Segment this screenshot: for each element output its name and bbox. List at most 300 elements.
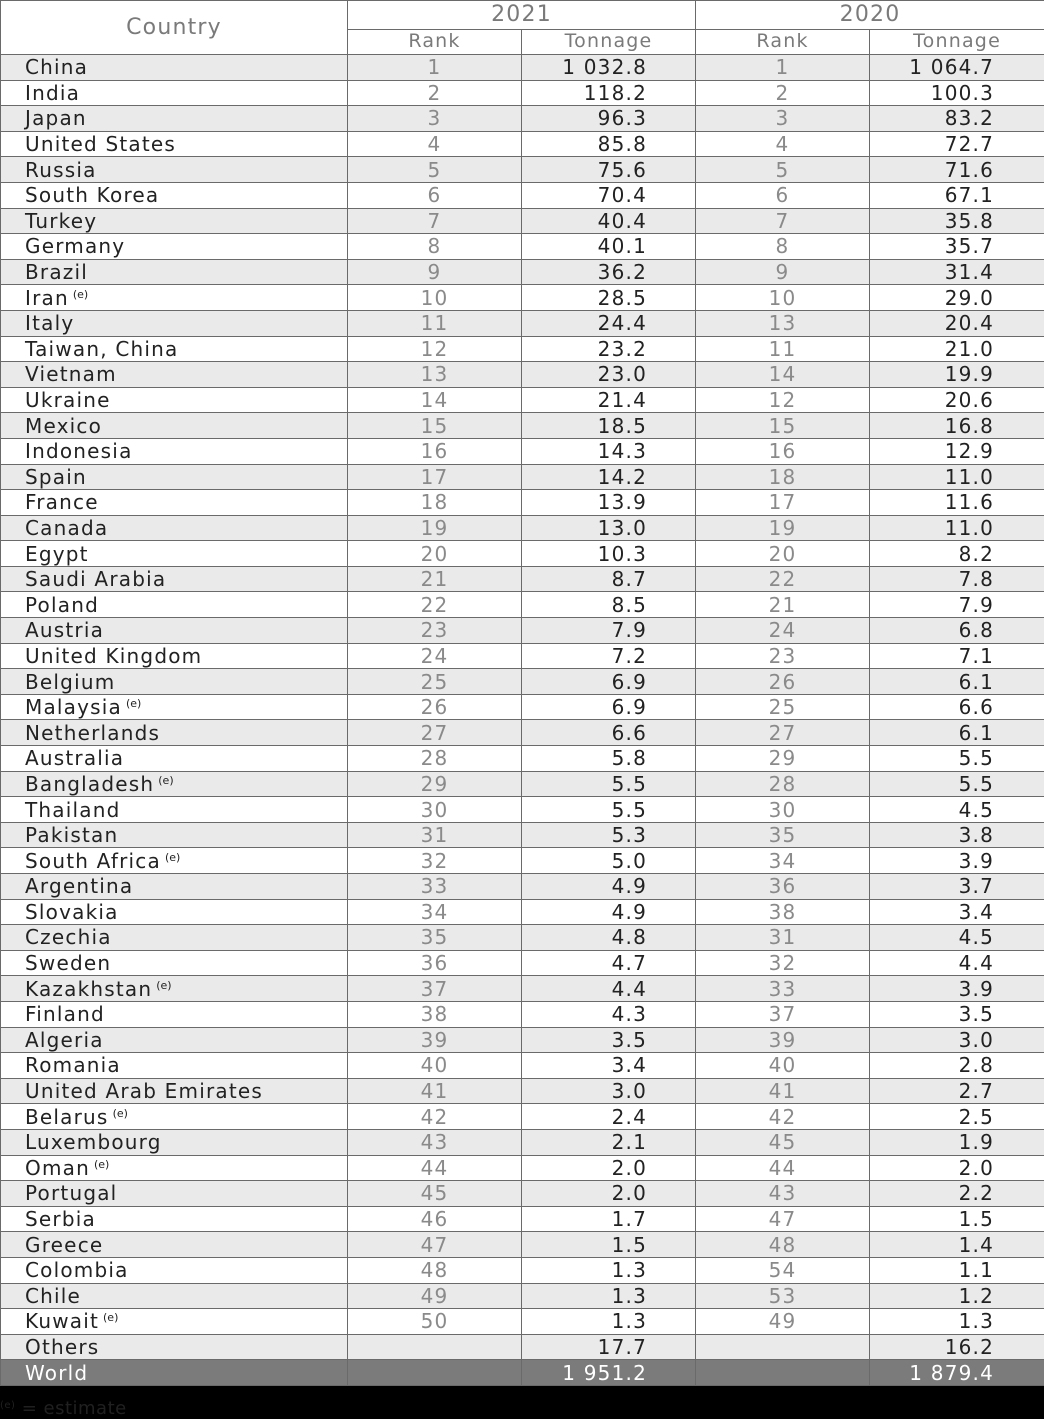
rank-2021-cell [348,490,522,516]
rank-2020-cell [696,1309,870,1335]
table-row [1,131,1044,157]
tonnage-2020-cell-text: 2.0 [959,1156,994,1180]
table-row [1,438,1044,464]
tonnage-2021-cell [522,1206,696,1232]
tonnage-2020-cell [870,1206,1044,1232]
tonnage-2021-cell [522,1232,696,1258]
rank-2021-cell-text: 17 [421,465,449,489]
country-cell-text: France [25,490,99,514]
tonnage-2020-cell [870,336,1044,362]
rank-2020-cell-text: 24 [769,618,797,642]
tonnage-2020-cell [870,362,1044,388]
rank-2020-cell-text: 1 [776,55,790,79]
tonnage-2021-cell [522,362,696,388]
country-cell-text: Portugal [25,1181,117,1205]
tonnage-2020-cell-text: 4.5 [959,798,994,822]
tonnage-2020-cell-text: 16.8 [945,414,994,438]
tonnage-2021-cell [522,106,696,132]
rank-2020-cell-text: 41 [769,1079,797,1103]
world-tonnage-2020-cell: 1 879.4 [870,1360,1044,1386]
tonnage-2021-cell [522,285,696,311]
rank-2020-cell [696,822,870,848]
tonnage-2020-cell [870,106,1044,132]
rank-2020-cell [696,208,870,234]
tonnage-2020-cell-text: 3.0 [959,1028,994,1052]
country-cell [1,131,348,157]
country-cell-text: Turkey [25,209,97,233]
tonnage-2021-cell-text: 5.5 [612,772,647,796]
footnote-marker: (e) [0,1400,15,1411]
country-cell [1,1309,348,1335]
tonnage-2020-cell [870,950,1044,976]
rank-2021-cell [348,822,522,848]
estimate-marker: (e) [73,288,88,301]
tonnage-2021-cell [522,592,696,618]
tonnage-2020-cell [870,464,1044,490]
rank-2020-cell [696,541,870,567]
country-cell [1,720,348,746]
rank-2020-cell-text: 4 [776,132,790,156]
table-row [1,771,1044,797]
tonnage-2021-cell-text: 2.4 [612,1105,647,1129]
tonnage-2020-cell [870,285,1044,311]
tonnage-2020-cell-text: 1 064.7 [909,55,994,79]
tonnage-2020-cell [870,1309,1044,1335]
world-country-cell: World [1,1360,348,1386]
tonnage-2020-cell-text: 4.4 [959,951,994,975]
rank-2020-cell-text: 22 [769,567,797,591]
table-row [1,1283,1044,1309]
table-row [1,976,1044,1002]
rank-2020-cell [696,1001,870,1027]
tonnage-2020-cell [870,541,1044,567]
rank-2021-cell-text: 23 [421,618,449,642]
rank-2021-cell [348,157,522,183]
country-cell [1,1001,348,1027]
rank-2021-cell [348,797,522,823]
rank-2021-cell-text: 40 [421,1053,449,1077]
rank-2020-cell [696,438,870,464]
tonnage-2020-cell-text: 3.9 [959,849,994,873]
country-cell [1,541,348,567]
country-cell-text: China [25,55,88,79]
rank-2020-cell [696,1078,870,1104]
country-cell [1,746,348,772]
rank-2021-cell [348,669,522,695]
tonnage-2021-cell-text: 3.5 [612,1028,647,1052]
country-cell-text: Kuwait [25,1309,99,1333]
country-cell [1,285,348,311]
rank-2021-cell-text: 4 [428,132,442,156]
tonnage-2020-cell [870,797,1044,823]
rank-2021-cell-text: 42 [421,1105,449,1129]
country-cell-text: Kazakhstan [25,977,152,1001]
tonnage-2020-cell [870,976,1044,1002]
rank-2020-cell [696,1155,870,1181]
rank-2020-cell [696,720,870,746]
tonnage-2020-cell-text: 6.8 [959,618,994,642]
tonnage-2021-cell-text: 5.3 [612,823,647,847]
rank-2021-cell-text: 34 [421,900,449,924]
tonnage-2021-cell-text: 4.9 [612,900,647,924]
rank-2021-cell-text: 29 [421,772,449,796]
rank-2020-cell [696,1232,870,1258]
rank-2021-cell-text: 44 [421,1156,449,1180]
country-cell [1,310,348,336]
table-row [1,746,1044,772]
rank-2021-cell-text: 9 [428,260,442,284]
tonnage-2021-cell-text: 70.4 [598,183,647,207]
country-cell-text: Brazil [25,260,88,284]
rank-2020-cell [696,515,870,541]
tonnage-2021-cell [522,80,696,106]
tonnage-2021-cell-text: 18.5 [598,414,647,438]
tonnage-2021-cell-text: 7.2 [612,644,647,668]
table-row [1,1104,1044,1130]
tonnage-2020-cell [870,1053,1044,1079]
tonnage-2021-cell-text: 40.1 [598,234,647,258]
country-cell [1,464,348,490]
tonnage-2021-cell [522,797,696,823]
tonnage-2021-cell-text: 23.2 [598,337,647,361]
country-cell-text: South Africa [25,849,161,873]
country-cell-text: Russia [25,158,97,182]
tonnage-2021-cell-text: 6.9 [612,695,647,719]
rank-2021-cell [348,566,522,592]
rank-2020-cell-text: 53 [769,1284,797,1308]
year-2020-header: 2020 [696,1,1044,30]
estimate-marker: (e) [156,979,171,992]
rank-2020-cell-text: 5 [776,158,790,182]
tonnage-2020-cell [870,618,1044,644]
rank-2021-cell [348,234,522,260]
country-cell [1,208,348,234]
tonnage-2021-cell-text: 1.7 [612,1207,647,1231]
tonnage-2021-header: Tonnage [522,29,696,54]
rank-2021-cell-text: 14 [421,388,449,412]
rank-2020-cell-text: 9 [776,260,790,284]
tonnage-2021-cell [522,157,696,183]
rank-2021-cell-text: 33 [421,874,449,898]
table-row [1,822,1044,848]
country-cell-text: Spain [25,465,87,489]
country-cell-text: Netherlands [25,721,160,745]
rank-2020-cell [696,643,870,669]
table-row [1,566,1044,592]
country-cell-text: Sweden [25,951,111,975]
tonnage-2021-cell-text: 14.2 [598,465,647,489]
tonnage-2020-cell [870,1129,1044,1155]
tonnage-2020-cell [870,1181,1044,1207]
country-cell [1,822,348,848]
rank-2021-cell-text: 2 [428,81,442,105]
rank-2021-cell-text: 22 [421,593,449,617]
country-cell-text: Slovakia [25,900,119,924]
rank-2021-cell [348,899,522,925]
country-cell [1,771,348,797]
rank-2021-cell-text: 47 [421,1233,449,1257]
tonnage-2020-cell-text: 1.9 [959,1130,994,1154]
tonnage-2021-cell [522,976,696,1002]
rank-2020-cell [696,259,870,285]
country-cell [1,1027,348,1053]
rank-2020-cell [696,771,870,797]
rank-2021-cell [348,874,522,900]
tonnage-2021-cell [522,336,696,362]
country-cell [1,950,348,976]
tonnage-2021-cell [522,131,696,157]
estimate-marker: (e) [113,1107,128,1120]
table-header [1,1,1044,55]
tonnage-2020-cell [870,1104,1044,1130]
table-row [1,541,1044,567]
table-row [1,848,1044,874]
table-row [1,55,1044,81]
tonnage-2021-cell [522,694,696,720]
tonnage-2020-cell [870,55,1044,81]
tonnage-2020-cell [870,925,1044,951]
rank-2020-cell-text: 32 [769,951,797,975]
tonnage-2020-cell-text: 3.7 [959,874,994,898]
country-cell-text: Belarus [25,1105,109,1129]
country-cell [1,669,348,695]
tonnage-2021-cell-text: 2.1 [612,1130,647,1154]
table-row [1,515,1044,541]
rank-2020-cell-text: 44 [769,1156,797,1180]
country-cell [1,694,348,720]
rank-2020-cell [696,848,870,874]
tonnage-2021-cell [522,822,696,848]
rank-2020-cell-text: 14 [769,362,797,386]
table-row [1,720,1044,746]
rank-2021-cell [348,643,522,669]
rank-2021-cell [348,950,522,976]
estimate-marker: (e) [126,697,141,710]
table-row [1,1155,1044,1181]
rank-2020-cell-text: 28 [769,772,797,796]
tonnage-2021-cell [522,874,696,900]
tonnage-2021-cell-text: 14.3 [598,439,647,463]
estimate-marker: (e) [103,1311,118,1324]
country-cell [1,925,348,951]
country-cell-text: Argentina [25,874,133,898]
tonnage-2021-cell [522,1027,696,1053]
rank-2020-cell-text: 10 [769,286,797,310]
table-row [1,259,1044,285]
rank-2020-cell [696,899,870,925]
country-cell-text: United States [25,132,176,156]
table-row [1,387,1044,413]
tonnage-2021-cell [522,182,696,208]
rank-2020-cell-text: 2 [776,81,790,105]
tonnage-2021-cell-text: 75.6 [598,158,647,182]
tonnage-2020-cell [870,720,1044,746]
rank-2021-cell [348,746,522,772]
tonnage-2020-cell [870,694,1044,720]
rank-2021-cell-text: 3 [428,106,442,130]
rank-2021-cell [348,1129,522,1155]
rank-2020-cell-text: 6 [776,183,790,207]
tonnage-2020-cell-text: 1.1 [959,1258,994,1282]
tonnage-2020-cell-text: 20.6 [945,388,994,412]
rank-2020-cell-text: 15 [769,414,797,438]
tonnage-2020-cell [870,234,1044,260]
table-body [1,55,1044,1386]
tonnage-2020-cell-text: 6.6 [959,695,994,719]
rank-2020-cell-text: 13 [769,311,797,335]
tonnage-2020-cell-text: 2.7 [959,1079,994,1103]
table-row [1,285,1044,311]
tonnage-2020-cell-text: 21.0 [945,337,994,361]
country-cell-text: Indonesia [25,439,133,463]
rank-2020-cell [696,1027,870,1053]
tonnage-2021-cell [522,1309,696,1335]
rank-2021-cell [348,720,522,746]
tonnage-2021-cell [522,464,696,490]
rank-2021-cell [348,694,522,720]
rank-2021-header: Rank [348,29,522,54]
rank-2020-cell [696,234,870,260]
footnote-text: = estimate [15,1398,126,1419]
tonnage-2021-cell-text: 2.0 [612,1181,647,1205]
rank-2021-cell [348,1104,522,1130]
tonnage-2021-cell-text: 10.3 [598,542,647,566]
rank-2021-cell [348,413,522,439]
table-row [1,950,1044,976]
country-cell [1,1334,348,1360]
tonnage-2020-cell [870,746,1044,772]
table-row [1,899,1044,925]
rank-2021-cell [348,285,522,311]
rank-2021-cell [348,771,522,797]
tonnage-2021-cell-text: 8.7 [612,567,647,591]
country-cell-text: Serbia [25,1207,96,1231]
rank-2020-cell [696,285,870,311]
tonnage-2020-cell-text: 3.5 [959,1002,994,1026]
tonnage-2021-cell [522,1334,696,1360]
rank-2020-cell-text: 17 [769,490,797,514]
rank-2021-cell-text: 20 [421,542,449,566]
tonnage-2021-cell-text: 2.0 [612,1156,647,1180]
country-cell-text: Japan [25,106,87,130]
rank-2021-cell-text: 24 [421,644,449,668]
table-row [1,208,1044,234]
tonnage-2021-cell-text: 1.5 [612,1233,647,1257]
country-cell-text: Germany [25,234,125,258]
tonnage-2021-cell [522,413,696,439]
tonnage-2021-cell [522,643,696,669]
tonnage-2020-cell [870,643,1044,669]
rank-2020-cell-text: 37 [769,1002,797,1026]
tonnage-2021-cell-text: 3.4 [612,1053,647,1077]
rank-2020-cell [696,797,870,823]
rank-2020-cell-text: 48 [769,1233,797,1257]
rank-2021-cell-text: 31 [421,823,449,847]
tonnage-2020-cell [870,874,1044,900]
rank-2021-cell-text: 48 [421,1258,449,1282]
rank-2021-cell-text: 26 [421,695,449,719]
tonnage-2021-cell-text: 96.3 [598,106,647,130]
country-cell-text: Algeria [25,1028,104,1052]
tonnage-2021-cell [522,566,696,592]
rank-2020-cell-text: 34 [769,849,797,873]
rank-2020-cell [696,746,870,772]
table-row [1,1309,1044,1335]
tonnage-2020-cell [870,387,1044,413]
country-cell-text: Vietnam [25,362,117,386]
tonnage-2021-cell-text: 17.7 [598,1335,647,1359]
tonnage-2020-cell [870,1001,1044,1027]
tonnage-2020-cell [870,1155,1044,1181]
country-cell-text: India [25,81,80,105]
rank-2021-cell [348,131,522,157]
country-cell [1,157,348,183]
rank-2021-cell-text: 13 [421,362,449,386]
country-cell [1,1104,348,1130]
rank-2021-cell [348,1257,522,1283]
rank-2020-cell-text: 12 [769,388,797,412]
rank-2020-cell [696,55,870,81]
tonnage-2021-cell-text: 5.8 [612,746,647,770]
tonnage-2020-cell-text: 8.2 [959,542,994,566]
country-cell [1,643,348,669]
rank-2021-cell [348,592,522,618]
rank-2021-cell [348,55,522,81]
rank-2021-cell [348,848,522,874]
country-cell [1,848,348,874]
tonnage-2020-cell [870,259,1044,285]
country-cell [1,182,348,208]
rank-2020-cell-text: 19 [769,516,797,540]
tonnage-2020-cell [870,899,1044,925]
tonnage-2020-cell-text: 7.1 [959,644,994,668]
rank-2021-cell [348,618,522,644]
table-row [1,310,1044,336]
rank-2020-cell-text: 21 [769,593,797,617]
rank-2021-cell-text: 1 [428,55,442,79]
tonnage-2021-cell [522,848,696,874]
tonnage-2020-cell-text: 7.8 [959,567,994,591]
rank-2020-cell [696,413,870,439]
country-cell-text: Chile [25,1284,81,1308]
table-row [1,362,1044,388]
table-row [1,106,1044,132]
tonnage-2021-cell [522,1001,696,1027]
estimate-marker: (e) [165,851,180,864]
tonnage-2021-cell-text: 6.6 [612,721,647,745]
rank-2020-cell-text: 35 [769,823,797,847]
rank-2020-cell-text: 40 [769,1053,797,1077]
rank-2021-cell [348,1206,522,1232]
country-cell-text: Czechia [25,925,112,949]
tonnage-2020-cell-text: 72.7 [945,132,994,156]
tonnage-2020-cell-text: 83.2 [945,106,994,130]
country-column-header: Country [1,1,348,55]
rank-2021-cell [348,1232,522,1258]
rank-2021-cell [348,1283,522,1309]
rank-2021-cell [348,362,522,388]
rank-2021-cell-text: 7 [428,209,442,233]
rank-2021-cell [348,310,522,336]
tonnage-2020-cell-text: 5.5 [959,746,994,770]
rank-2021-cell-text: 35 [421,925,449,949]
rank-2020-cell [696,387,870,413]
rank-2021-cell-text: 16 [421,439,449,463]
tonnage-2020-cell-text: 3.9 [959,977,994,1001]
table-row [1,1334,1044,1360]
tonnage-2020-cell-text: 2.8 [959,1053,994,1077]
rank-2021-cell-text: 36 [421,951,449,975]
